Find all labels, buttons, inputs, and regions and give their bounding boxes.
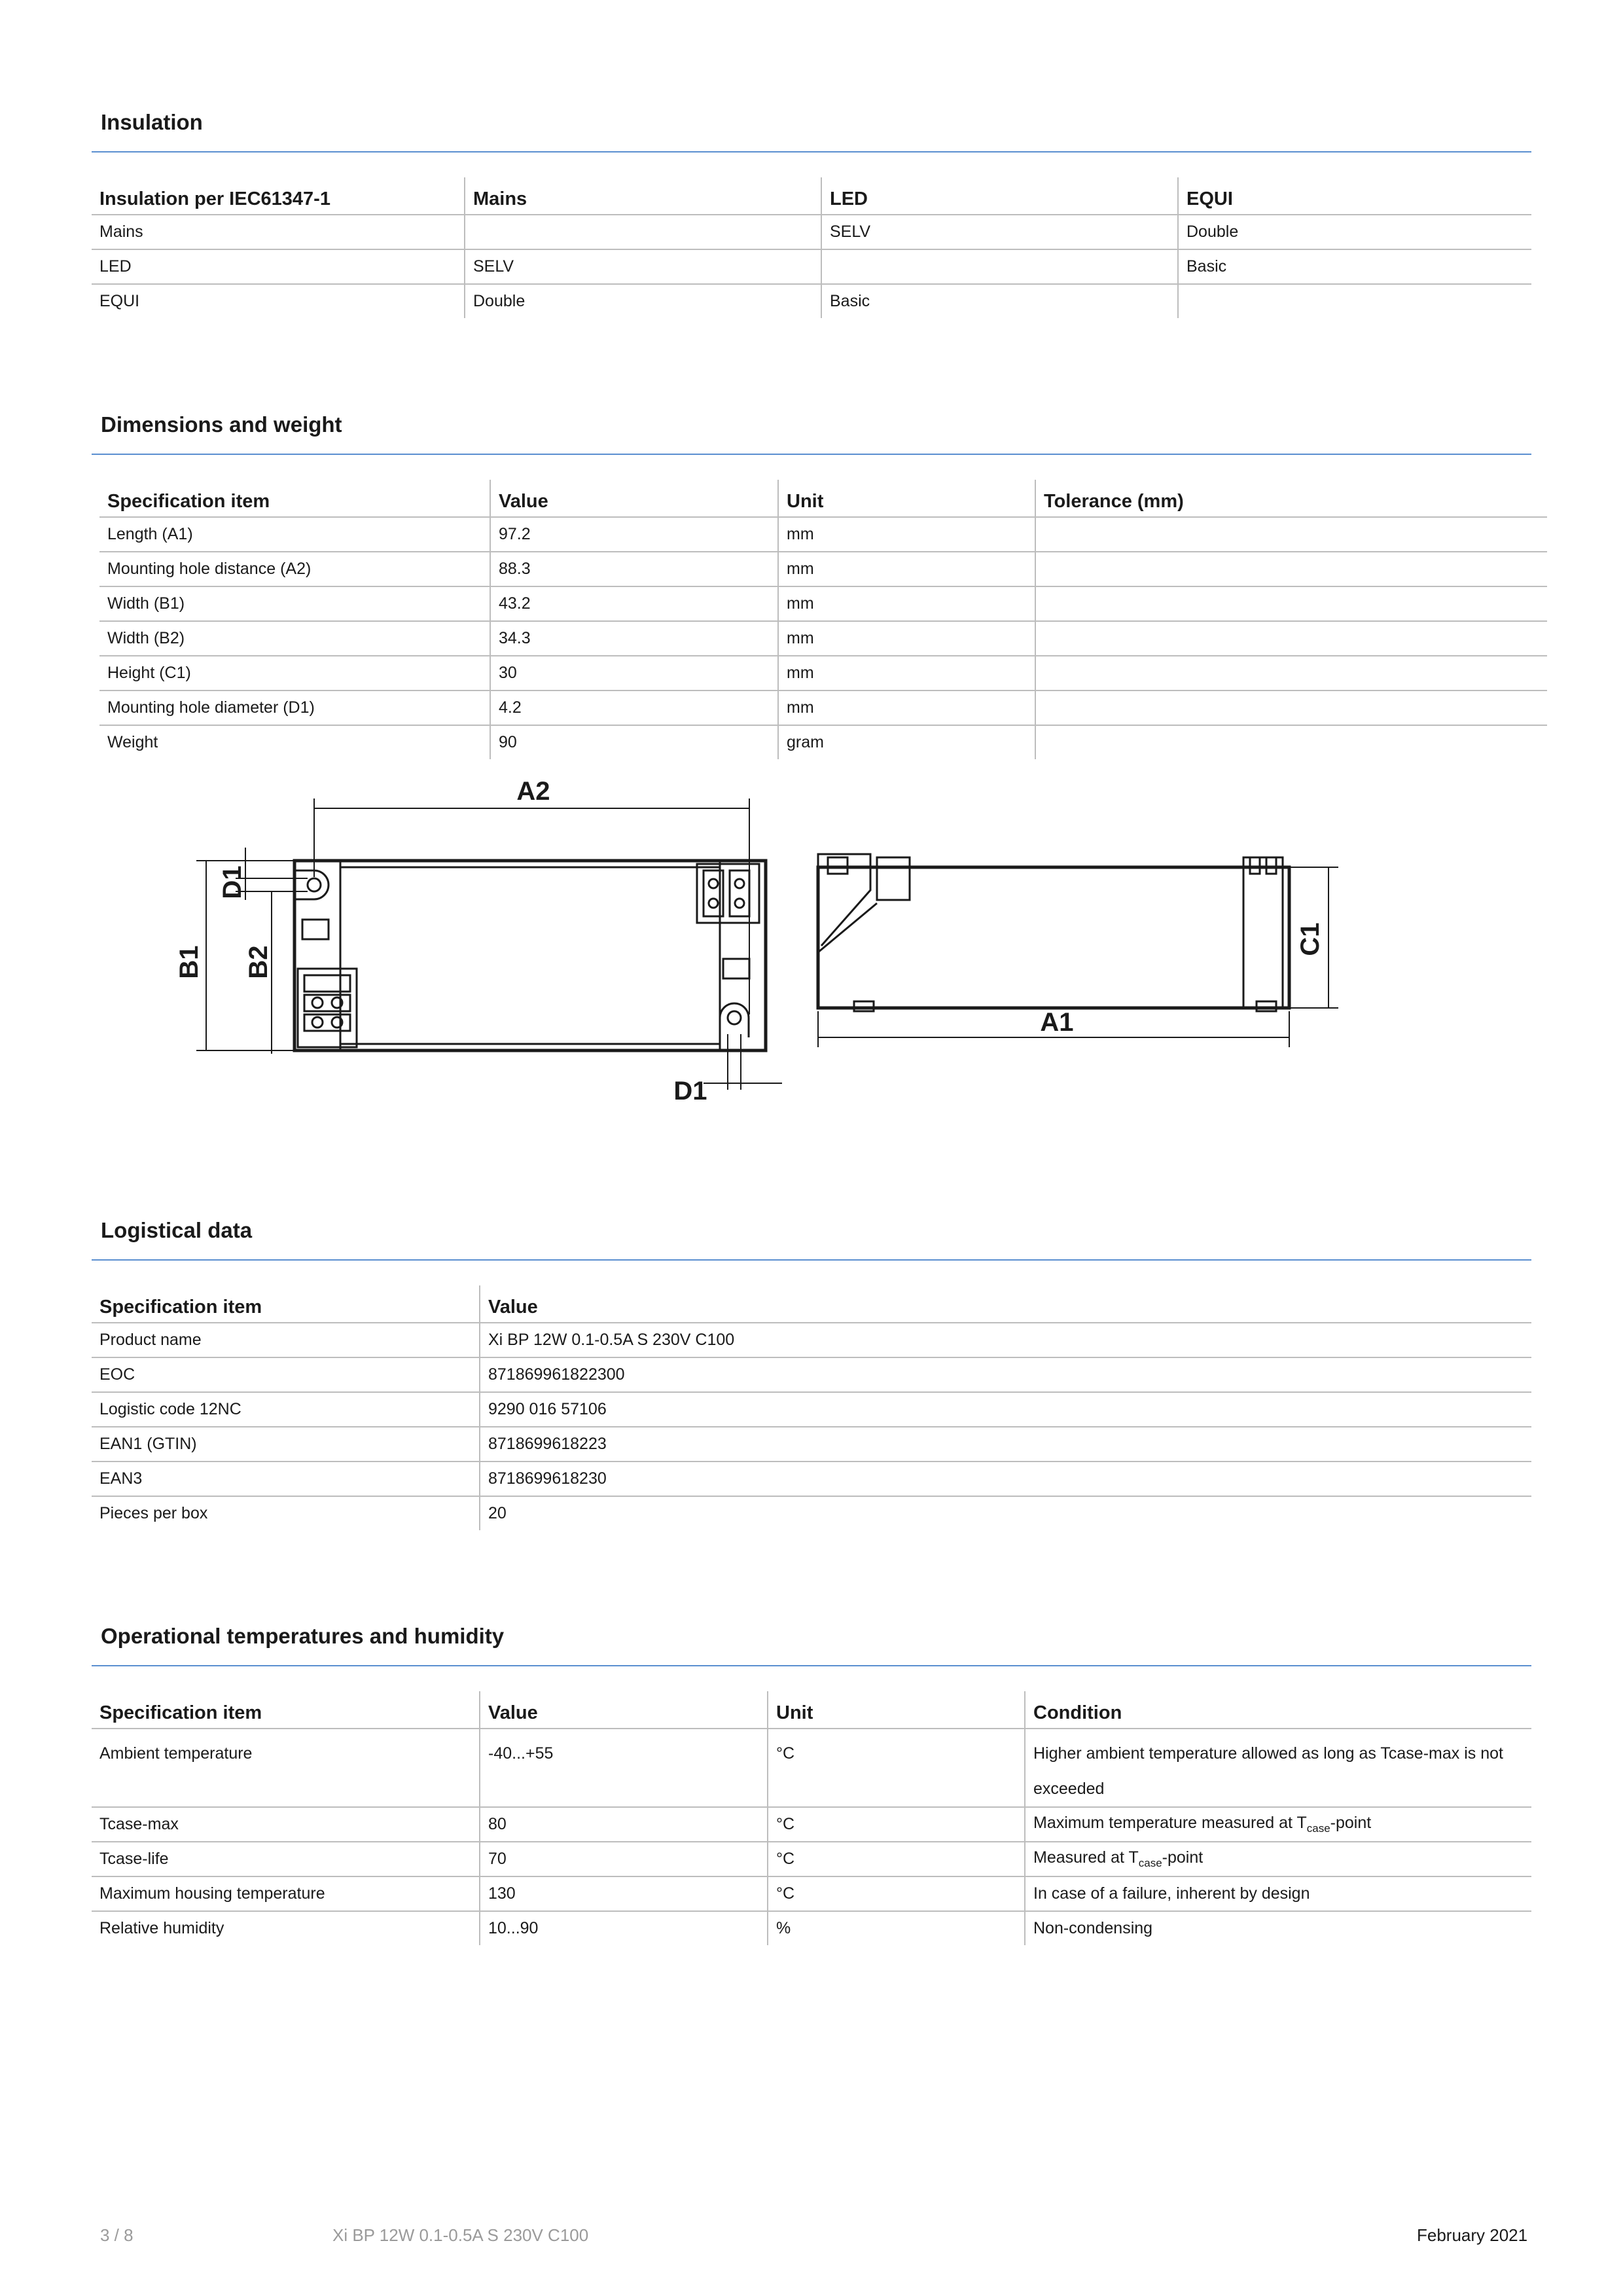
table-cell: 8718699618223 bbox=[480, 1427, 1531, 1462]
table-cell bbox=[1035, 586, 1547, 621]
section-title: Dimensions and weight bbox=[101, 412, 342, 437]
table-cell: 90 bbox=[490, 725, 778, 759]
column-header: EQUI bbox=[1178, 177, 1531, 215]
table-cell: Tcase-life bbox=[92, 1842, 480, 1876]
operational-section bbox=[92, 1621, 1531, 1945]
section-divider bbox=[92, 151, 1531, 152]
table-cell: °C bbox=[768, 1807, 1025, 1842]
table-cell: Xi BP 12W 0.1-0.5A S 230V C100 bbox=[480, 1323, 1531, 1357]
table-cell: mm bbox=[778, 691, 1035, 725]
table-cell: Width (B2) bbox=[99, 621, 490, 656]
table-cell: Logistic code 12NC bbox=[92, 1392, 480, 1427]
table-cell: 130 bbox=[480, 1876, 768, 1911]
table-cell: 43.2 bbox=[490, 586, 778, 621]
table-cell: LED bbox=[92, 249, 465, 284]
column-header: Unit bbox=[778, 480, 1035, 517]
table-cell: EAN3 bbox=[92, 1462, 480, 1496]
section-title: Operational temperatures and humidity bbox=[101, 1624, 505, 1648]
column-header: Condition bbox=[1025, 1691, 1531, 1729]
table-cell: mm bbox=[778, 552, 1035, 586]
section-divider bbox=[92, 1665, 1531, 1666]
table-cell: 8718699618230 bbox=[480, 1462, 1531, 1496]
column-header: Value bbox=[480, 1285, 1531, 1323]
logistical-table bbox=[92, 1285, 1531, 1530]
table-cell: Width (B1) bbox=[99, 586, 490, 621]
table-row bbox=[92, 1323, 1531, 1357]
table-row bbox=[99, 656, 1547, 691]
page-number: 3 / 8 bbox=[100, 2225, 134, 2245]
column-header: Specification item bbox=[99, 480, 490, 517]
table-cell bbox=[1035, 725, 1547, 759]
section-divider bbox=[92, 454, 1531, 455]
footer-date: February 2021 bbox=[1417, 2225, 1528, 2245]
table-row bbox=[99, 517, 1547, 552]
table-header-row bbox=[92, 1691, 1531, 1729]
table-row bbox=[99, 552, 1547, 586]
table-row bbox=[92, 284, 1531, 318]
section-title: Logistical data bbox=[101, 1218, 253, 1242]
table-cell bbox=[1035, 552, 1547, 586]
insulation-table bbox=[92, 177, 1531, 318]
label-d1-bottom: D1 bbox=[673, 1077, 707, 1105]
section-divider bbox=[92, 1259, 1531, 1261]
driver-top-view bbox=[294, 861, 766, 1050]
table-cell: mm bbox=[778, 621, 1035, 656]
table-cell: EAN1 (GTIN) bbox=[92, 1427, 480, 1462]
table-row bbox=[99, 621, 1547, 656]
table-row bbox=[92, 1392, 1531, 1427]
table-cell: -40...+55 bbox=[480, 1729, 768, 1807]
label-b1: B1 bbox=[175, 945, 204, 979]
column-header: Specification item bbox=[92, 1285, 480, 1323]
table-row bbox=[92, 1357, 1531, 1392]
footer-product-name: Xi BP 12W 0.1-0.5A S 230V C100 bbox=[332, 2225, 589, 2245]
table-row bbox=[92, 1807, 1531, 1842]
column-header: LED bbox=[821, 177, 1178, 215]
table-cell: Basic bbox=[1178, 249, 1531, 284]
table-cell: Basic bbox=[821, 284, 1178, 318]
table-row bbox=[92, 1842, 1531, 1876]
column-header: Insulation per IEC61347-1 bbox=[92, 177, 465, 215]
table-cell: Higher ambient temperature allowed as long as Tcase-max is not exceeded bbox=[1025, 1729, 1531, 1807]
table-cell: 10...90 bbox=[480, 1911, 768, 1945]
condition-text: -point bbox=[1330, 1814, 1372, 1832]
table-row bbox=[92, 249, 1531, 284]
table-cell: Relative humidity bbox=[99, 1919, 224, 1937]
table-cell: EOC bbox=[92, 1357, 480, 1392]
condition-text: Measured at T bbox=[1033, 1848, 1139, 1867]
operational-table bbox=[92, 1691, 1531, 1945]
label-d1-top: D1 bbox=[218, 865, 247, 899]
table-cell: mm bbox=[778, 517, 1035, 552]
table-cell: 20 bbox=[480, 1496, 1531, 1530]
table-cell bbox=[1025, 1807, 1531, 1842]
table-cell: Height (C1) bbox=[99, 656, 490, 691]
table-cell: 80 bbox=[480, 1807, 768, 1842]
label-b2: B2 bbox=[244, 945, 273, 979]
label-c1: C1 bbox=[1296, 922, 1325, 956]
condition-text: Maximum temperature measured at T bbox=[1033, 1814, 1307, 1832]
table-cell: SELV bbox=[465, 249, 821, 284]
table-cell: °C bbox=[768, 1729, 1025, 1807]
table-cell: Mounting hole diameter (D1) bbox=[99, 691, 490, 725]
label-a1: A1 bbox=[1040, 1008, 1074, 1037]
table-cell: mm bbox=[778, 656, 1035, 691]
table-cell: Ambient temperature bbox=[92, 1729, 480, 1807]
dimension-drawing bbox=[0, 772, 1623, 1126]
table-cell: Tcase-max bbox=[92, 1807, 480, 1842]
table-cell: 70 bbox=[480, 1842, 768, 1876]
table-cell: Mounting hole distance (A2) bbox=[99, 552, 490, 586]
column-header: Unit bbox=[768, 1691, 1025, 1729]
table-cell: SELV bbox=[821, 215, 1178, 249]
table-cell: °C bbox=[768, 1876, 1025, 1911]
driver-side-view bbox=[818, 854, 1289, 1011]
table-cell: mm bbox=[778, 586, 1035, 621]
table-cell: 34.3 bbox=[490, 621, 778, 656]
table-cell: Non-condensing bbox=[1025, 1911, 1531, 1945]
table-cell bbox=[1035, 691, 1547, 725]
table-cell: 30 bbox=[490, 656, 778, 691]
table-cell: Product name bbox=[92, 1323, 480, 1357]
dimensions-section bbox=[92, 409, 1531, 759]
insulation-section bbox=[92, 107, 1531, 318]
table-cell: Double bbox=[465, 284, 821, 318]
table-cell: 97.2 bbox=[490, 517, 778, 552]
table-cell bbox=[821, 249, 1178, 284]
table-row bbox=[92, 1496, 1531, 1530]
table-cell: EQUI bbox=[99, 292, 140, 310]
table-cell bbox=[1178, 284, 1531, 318]
table-cell: Mains bbox=[92, 215, 465, 249]
table-row bbox=[99, 586, 1547, 621]
table-header-row bbox=[99, 480, 1547, 517]
table-row bbox=[92, 1911, 1531, 1945]
dimensions-table bbox=[99, 480, 1547, 759]
column-header: Specification item bbox=[92, 1691, 480, 1729]
table-cell: % bbox=[768, 1911, 1025, 1945]
table-row bbox=[92, 215, 1531, 249]
table-row bbox=[92, 1427, 1531, 1462]
table-cell: Pieces per box bbox=[99, 1504, 208, 1522]
condition-subscript: case bbox=[1138, 1857, 1162, 1869]
table-cell bbox=[1035, 621, 1547, 656]
table-cell: Maximum housing temperature bbox=[92, 1876, 480, 1911]
table-row bbox=[92, 1729, 1531, 1807]
column-header: Tolerance (mm) bbox=[1035, 480, 1547, 517]
table-cell: Weight bbox=[107, 733, 158, 751]
table-cell bbox=[1025, 1842, 1531, 1876]
table-cell: In case of a failure, inherent by design bbox=[1025, 1876, 1531, 1911]
column-header: Value bbox=[480, 1691, 768, 1729]
table-cell bbox=[1035, 517, 1547, 552]
table-header-row bbox=[92, 1285, 1531, 1323]
table-cell bbox=[465, 215, 821, 249]
table-cell: Double bbox=[1178, 215, 1531, 249]
column-header: Value bbox=[490, 480, 778, 517]
table-header-row bbox=[92, 177, 1531, 215]
table-cell: Length (A1) bbox=[99, 517, 490, 552]
table-cell bbox=[1035, 656, 1547, 691]
condition-text: -point bbox=[1162, 1848, 1204, 1867]
table-cell: gram bbox=[778, 725, 1035, 759]
table-cell: °C bbox=[768, 1842, 1025, 1876]
label-a2: A2 bbox=[516, 777, 550, 806]
table-row bbox=[92, 1462, 1531, 1496]
logistical-section bbox=[92, 1215, 1531, 1530]
condition-subscript: case bbox=[1306, 1822, 1330, 1835]
table-row bbox=[99, 691, 1547, 725]
table-cell: 88.3 bbox=[490, 552, 778, 586]
table-cell: 9290 016 57106 bbox=[480, 1392, 1531, 1427]
table-row bbox=[99, 725, 1547, 759]
table-row bbox=[92, 1876, 1531, 1911]
column-header: Mains bbox=[465, 177, 821, 215]
section-title: Insulation bbox=[101, 110, 203, 134]
table-cell: 4.2 bbox=[490, 691, 778, 725]
table-cell: 871869961822300 bbox=[480, 1357, 1531, 1392]
